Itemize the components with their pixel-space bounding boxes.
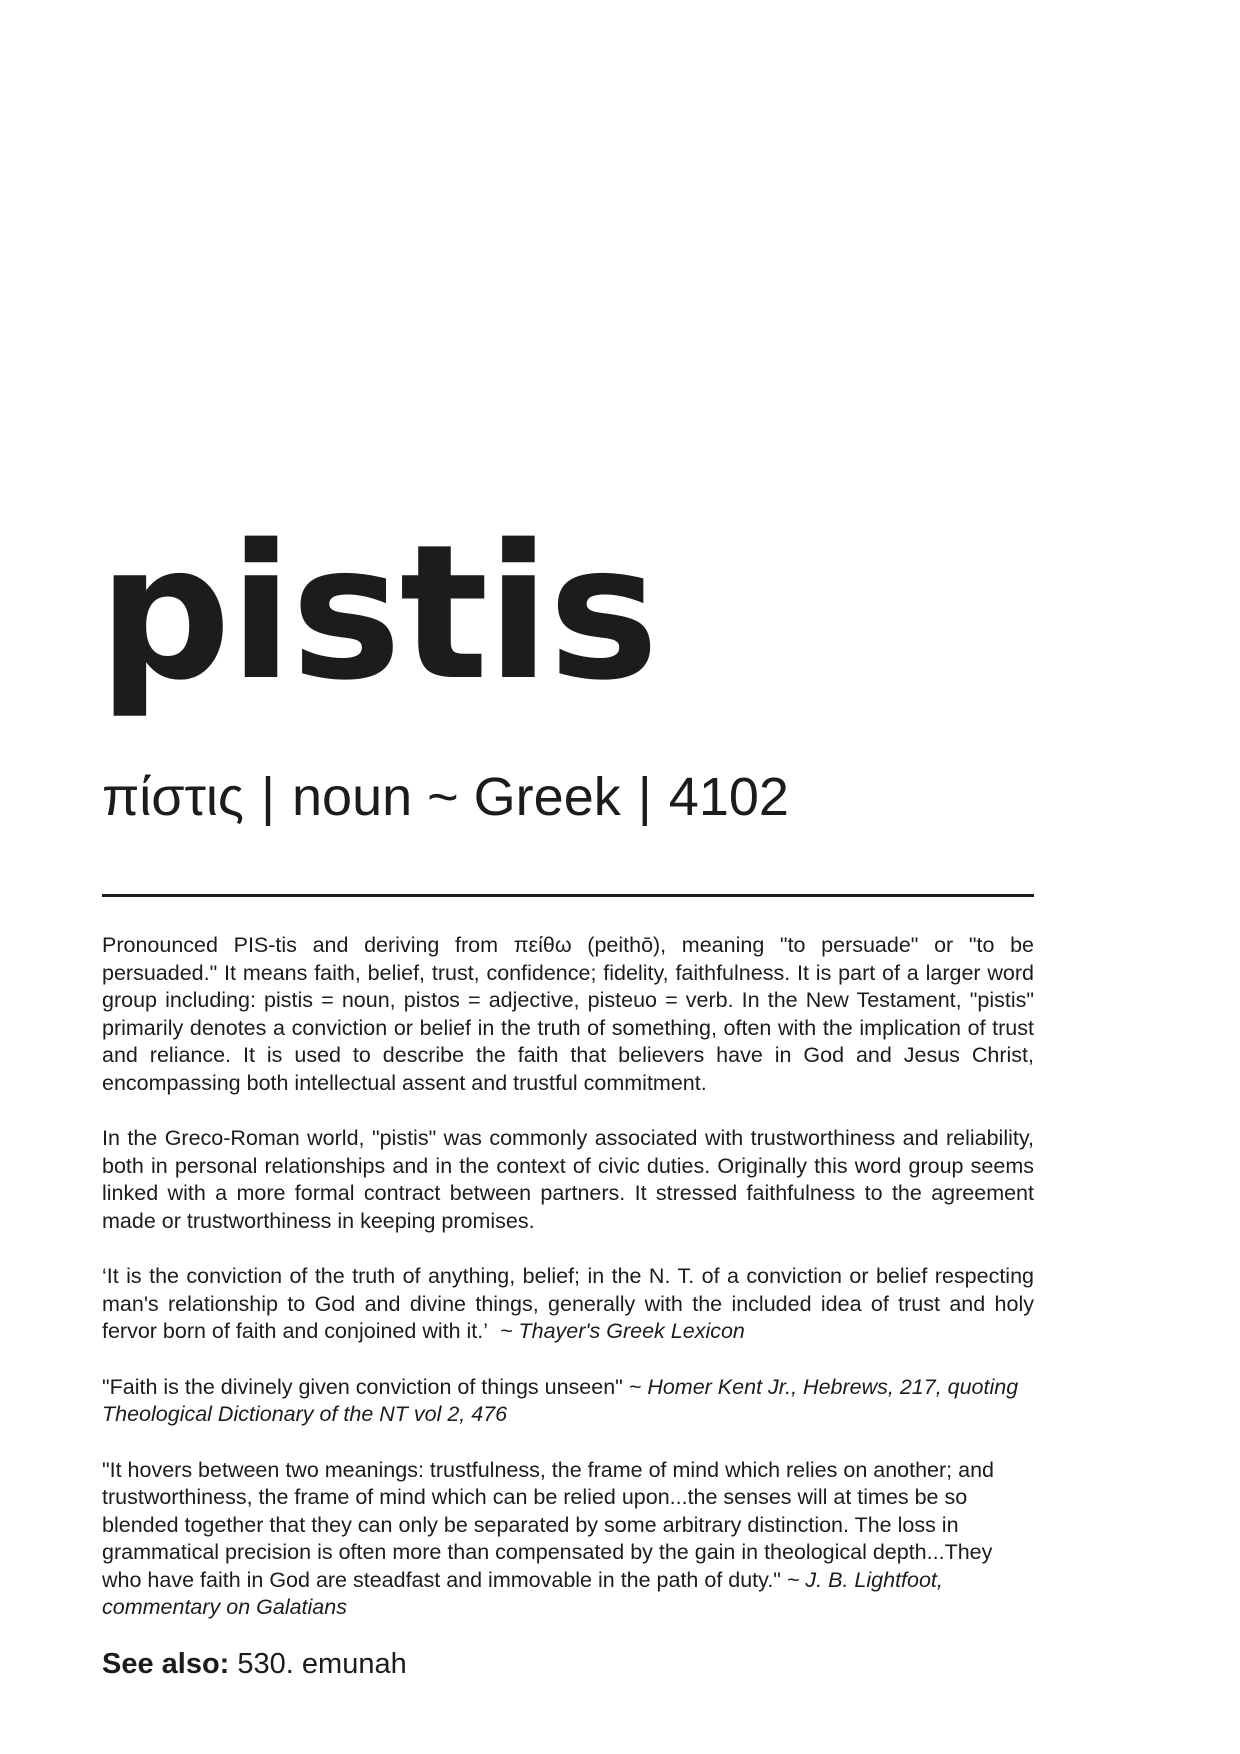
- separator: |: [260, 767, 275, 827]
- quote-text: "It hovers between two meanings: trustfulness, the frame of mind which relies on another; and trustworthiness, the frame of mind which can be relied upon...the senses will at times be so blended together that they can only be separated by some arbitrary distinction. The loss in grammatical precision is often more than compensated by the gain in theological depth...They who have faith in God are steadfast and immovable in the path of duty.": [102, 1457, 994, 1592]
- quote-text: ‘It is the conviction of the truth of anything, belief; in the N. T. of a conviction or belief respecting man's relationship to God and divine things, generally with the included idea of trust and holy fervor born of faith and conjoined with it.’: [102, 1264, 1034, 1343]
- subtitle-line: [102, 768, 789, 827]
- paragraph-greco-roman: In the Greco-Roman world, "pistis" was commonly associated with trustworthiness and reliability, both in personal relationships and in the context of civic duties. Originally this word group seems linked with a more formal contract between partners. It stressed faithfulness to the agreement made or trustworthiness in keeping promises.: [102, 1126, 1034, 1233]
- headword: pistis: [98, 504, 657, 721]
- see-also-label: See also:: [102, 1648, 230, 1680]
- quote-thayer: [102, 1263, 1034, 1346]
- see-also-reference[interactable]: 530. emunah: [237, 1648, 407, 1680]
- greek-word: πίστις: [102, 767, 244, 827]
- strongs-number: 4102: [668, 767, 789, 827]
- definition-body: [102, 932, 1034, 1650]
- quote-citation: ~ Thayer's Greek Lexicon: [499, 1319, 745, 1343]
- quote-lightfoot: [102, 1457, 1034, 1622]
- quote-text: "Faith is the divinely given conviction of things unseen": [102, 1374, 623, 1399]
- paragraph-etymology: Pronounced PIS-tis and deriving from πείθω (peithō), meaning "to persuade" or "to be persuaded." It means faith, belief, trust, confidence; fidelity, faithfulness. It is part of a larger word group including: pistis = noun, pistos = adjective, pisteuo = verb. In the New Testament, "pistis" primarily denotes a conviction or belief in the truth of something, often with the implication of trust and reliance. It is used to describe the faith that believers have in God and Jesus Christ, encompassing both intellectual assent and trustful commitment.: [102, 933, 1034, 1095]
- separator: |: [637, 767, 652, 827]
- part-of-speech: noun ~ Greek: [292, 767, 621, 827]
- quote-citation: ~ J. B. Lightfoot, commentary on Galatians: [102, 1567, 943, 1619]
- quote-citation: ~ Homer Kent Jr., Hebrews, 217, quoting Theological Dictionary of the NT vol 2, 476: [102, 1374, 1019, 1426]
- see-also: [102, 1648, 407, 1681]
- quote-kent: [102, 1374, 1034, 1429]
- divider-rule: [102, 894, 1034, 897]
